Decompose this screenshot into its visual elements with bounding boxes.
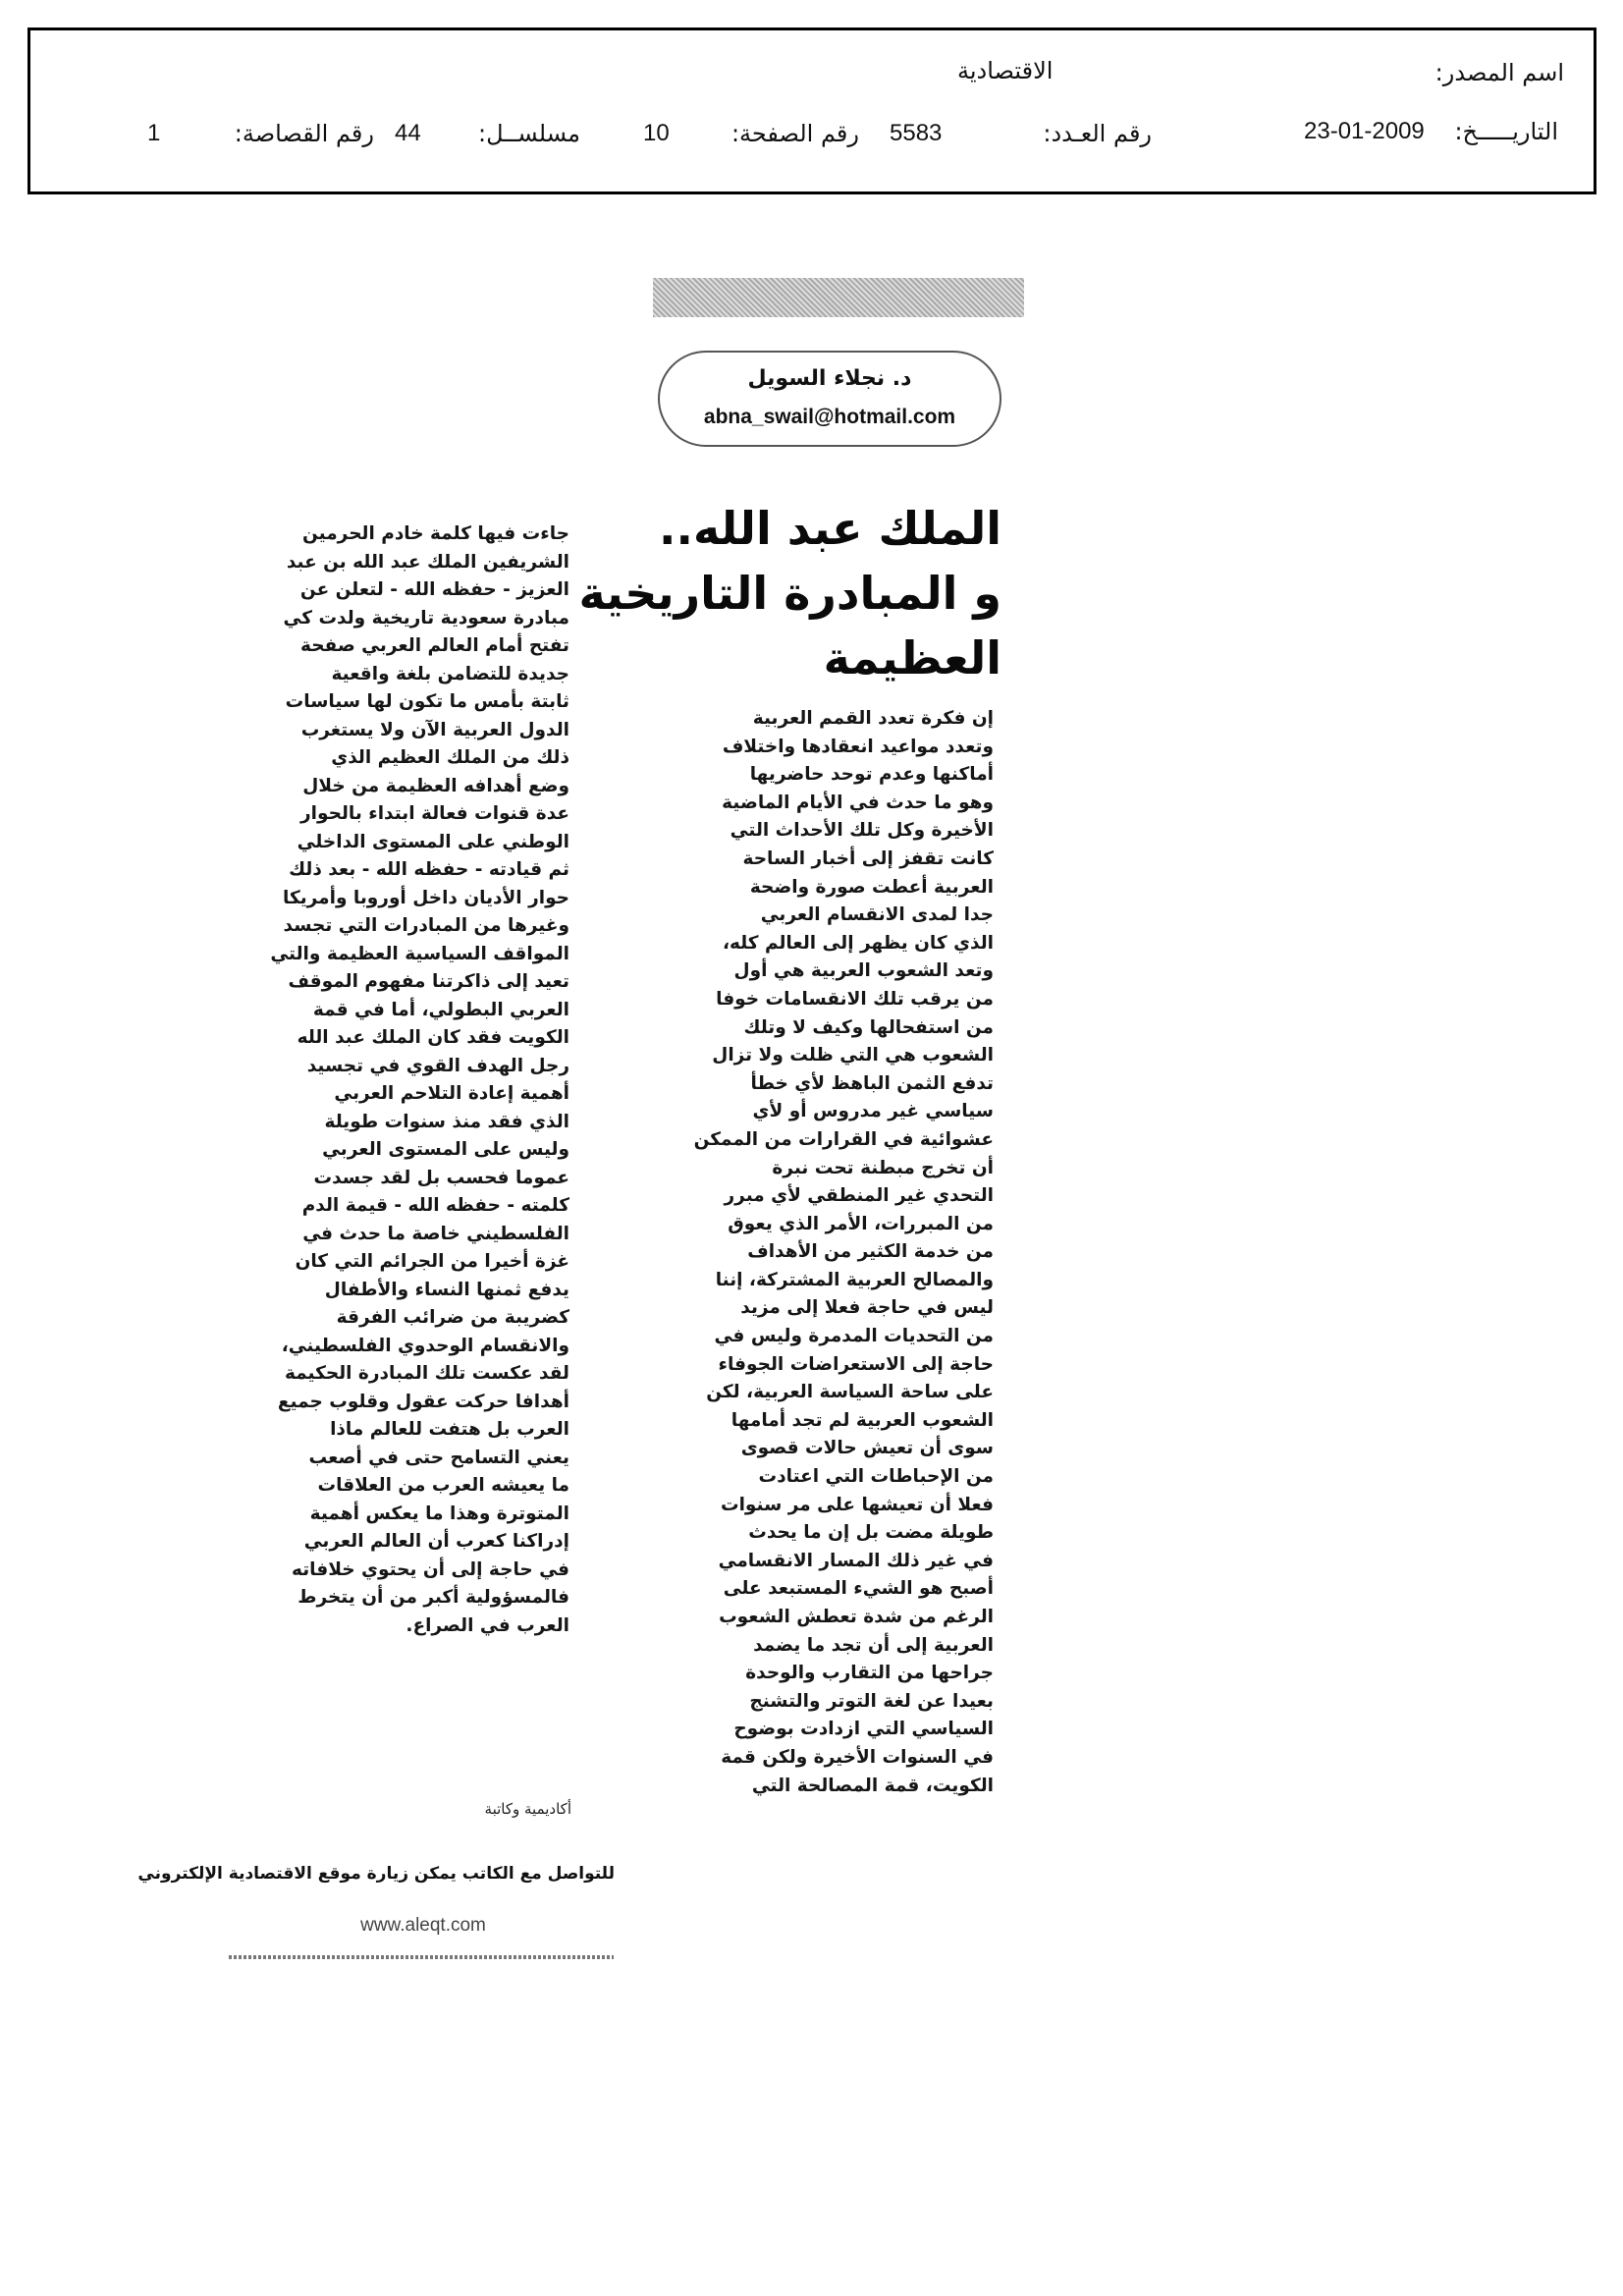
column-line: إن فكرة تعدد القمم العربية (752, 708, 994, 729)
column-line: في غير ذلك المسار الانقسامي (718, 1550, 994, 1571)
halftone-strip (653, 278, 1024, 317)
column-line: وتعد الشعوب العربية هي أول (733, 960, 994, 982)
column-line: الشريفين الملك عبد الله بن عبد (286, 551, 569, 573)
serial-label: مسلســل: (478, 120, 580, 147)
column-line: يعني التسامح حتى في أصعب (308, 1447, 569, 1468)
column-line: من التحديات المدمرة وليس في (714, 1326, 994, 1347)
column-line: جراحها من التقارب والوحدة (745, 1663, 994, 1684)
column-line: جدا لمدى الانقسام العربي (760, 904, 994, 926)
column-line: في حاجة إلى أن يحتوي خلافاته (292, 1558, 569, 1580)
issue-label: رقم العـدد: (1043, 120, 1152, 147)
column-line: تفتح أمام العالم العربي صفحة (300, 635, 569, 656)
author-name: د. نجلاء السويل (747, 366, 912, 391)
column-line: جديدة للتضامن بلغة واقعية (331, 663, 569, 684)
column-line: كانت تقفز إلى أخبار الساحة (742, 847, 994, 869)
column-line: والانقسام الوحدوي الفلسطيني، (281, 1335, 569, 1356)
column-line: الوطني على المستوى الداخلي (297, 831, 569, 852)
clipping-label: رقم القصاصة: (234, 120, 374, 147)
column-line: وضع أهدافه العظيمة من خلال (302, 775, 569, 796)
column-line: حاجة إلى الاستعراضات الجوفاء (718, 1353, 994, 1375)
column-line: من المبررات، الأمر الذي يعوق (728, 1213, 994, 1234)
column-line: الدول العربية الآن ولا يستغرب (300, 719, 569, 740)
headline-line: و المبادرة التاريخية (578, 567, 1001, 620)
column-line: من يرقب تلك الانقسامات خوفا (716, 988, 994, 1010)
column-line: العرب في الصراع. (406, 1614, 569, 1636)
column-line: حوار الأديان داخل أوروبا وأمريكا (283, 887, 569, 908)
column-line: ثابتة بأمس ما تكون لها سياسات (285, 691, 569, 712)
article-column-right (677, 705, 994, 1800)
column-line: الكويت، قمة المصالحة التي (751, 1775, 994, 1796)
column-line: الفلسطيني خاصة ما حدث في (302, 1223, 569, 1244)
column-line: السياسي التي ازدادت بوضوح (733, 1719, 994, 1740)
column-line: رجل الهدف القوي في تجسيد (306, 1055, 569, 1076)
column-line: عدة قنوات فعالة ابتداء بالحوار (300, 803, 569, 824)
column-line: الذي كان يظهر إلى العالم كله، (722, 932, 994, 954)
article-headline (578, 496, 1001, 690)
column-line: أهمية إعادة التلاحم العربي (334, 1083, 569, 1104)
column-line: التحدي غير المنطقي لأي مبرر (724, 1185, 994, 1207)
website-url: www.aleqt.com (360, 1915, 486, 1936)
column-line: كلمته - حفظه الله - قيمة الدم (301, 1195, 569, 1216)
source-label: اسم المصدر: (1434, 59, 1564, 86)
column-line: وتعدد مواعيد انعقادها واختلاف (722, 736, 994, 757)
column-line: المتوترة وهذا ما يعكس أهمية (309, 1503, 569, 1524)
column-line: العزيز - حفظه الله - لتعلن عن (299, 579, 569, 600)
column-line: ثم قيادته - حفظه الله - بعد ذلك (289, 859, 569, 880)
column-line: وغيرها من المبادرات التي تجسد (283, 915, 569, 936)
headline-line: الملك عبد الله.. (659, 502, 1001, 555)
column-line: وهو ما حدث في الأيام الماضية (722, 792, 994, 813)
column-line: العربية أعطت صورة واضحة (749, 876, 994, 898)
column-line: ليس في حاجة فعلا إلى مزيد (740, 1297, 994, 1319)
column-line: في السنوات الأخيرة ولكن قمة (721, 1746, 994, 1768)
column-line: الشعوب العربية لم تجد أمامها (730, 1409, 994, 1431)
column-line: الشعوب هي التي ظلت ولا تزال (712, 1045, 994, 1066)
column-line: سوى أن تعيش حالات قصوى (740, 1438, 994, 1459)
author-email: abna_swail@hotmail.com (703, 406, 956, 428)
column-line: جاءت فيها كلمة خادم الحرمين (302, 523, 569, 544)
column-line: الأخيرة وكل تلك الأحداث التي (730, 820, 994, 842)
metadata-header (27, 27, 1596, 194)
column-line: من الإحباطات التي اعتادت (758, 1466, 994, 1488)
column-line: أصبح هو الشيء المستبعد على (723, 1578, 994, 1600)
column-line: عموما فحسب بل لقد جسدت (313, 1167, 569, 1188)
column-line: المواقف السياسية العظيمة والتي (270, 943, 569, 964)
column-line: كضريبة من ضرائب الفرقة (336, 1307, 569, 1328)
column-line: أن تخرج مبطنة تحت نبرة (772, 1157, 994, 1178)
column-line: العربية إلى أن تجد ما يضمد (753, 1634, 994, 1656)
date-value: 23-01-2009 (1304, 118, 1425, 144)
column-line: الذي فقد منذ سنوات طويلة (324, 1111, 569, 1132)
column-line: يدفع ثمنها النساء والأطفال (324, 1279, 569, 1300)
column-line: الرغم من شدة تعطش الشعوب (719, 1607, 994, 1627)
page-label: رقم الصفحة: (730, 120, 859, 147)
article-column-left (257, 520, 569, 1640)
column-line: والمصالح العربية المشتركة، إننا (715, 1269, 994, 1290)
page-value: 10 (643, 120, 670, 146)
column-line: ما يعيشه العرب من العلاقات (317, 1475, 569, 1496)
column-line: تدفع الثمن الباهظ لأي خطأ (750, 1072, 994, 1094)
column-line: لقد عكست تلك المبادرة الحكيمة (284, 1363, 569, 1384)
column-line: غزة أخيرا من الجرائم التي كان (295, 1251, 569, 1272)
column-line: وليس على المستوى العربي (322, 1139, 569, 1160)
column-line: إدراكنا كعرب أن العالم العربي (303, 1531, 569, 1552)
author-note: أكاديمية وكاتبة (484, 1800, 571, 1818)
column-line: بعيدا عن لغة التوتر والتشنج (749, 1690, 994, 1712)
column-line: ذلك من الملك العظيم الذي (331, 747, 569, 768)
column-line: فعلا أن تعيشها على مر سنوات (720, 1494, 994, 1515)
column-line: العرب بل هتفت للعالم ماذا (330, 1419, 569, 1440)
column-line: طويلة مضت بل إن ما يحدث (748, 1522, 994, 1544)
column-line: سياسي غير مدروس أو لأي (752, 1101, 994, 1122)
headline-line: العظيمة (823, 631, 1001, 684)
contact-note: للتواصل مع الكاتب يمكن زيارة موقع الاقتصادية الإلكتروني (137, 1864, 615, 1884)
byline-box (658, 351, 1001, 447)
column-line: العربي البطولي، أما في قمة (312, 999, 569, 1020)
column-line: تعيد إلى ذاكرتنا مفهوم الموقف (288, 971, 569, 992)
column-line: على ساحة السياسة العربية، لكن (706, 1382, 994, 1403)
column-line: مبادرة سعودية تاريخية ولدت كي (283, 607, 569, 629)
column-line: أماكنها وعدم توحد حاضريها (749, 764, 994, 786)
column-line: فالمسؤولية أكبر من أن يتخرط (298, 1587, 569, 1608)
column-line: أهدافا حركت عقول وقلوب جميع (277, 1391, 569, 1412)
column-line: من استفحالها وكيف لا وتلك (743, 1016, 994, 1038)
serial-value: 44 (395, 120, 421, 146)
bottom-divider (229, 1955, 614, 1959)
date-label: التاريـــــخ: (1454, 118, 1558, 145)
clipping-value: 1 (147, 120, 161, 146)
column-line: من خدمة الكثير من الأهداف (747, 1241, 994, 1263)
column-line: الكويت فقد كان الملك عبد الله (297, 1027, 569, 1048)
issue-value: 5583 (890, 120, 943, 146)
source-value: الاقتصادية (957, 57, 1054, 84)
column-line: عشوائية في القرارات من الممكن (693, 1128, 994, 1150)
